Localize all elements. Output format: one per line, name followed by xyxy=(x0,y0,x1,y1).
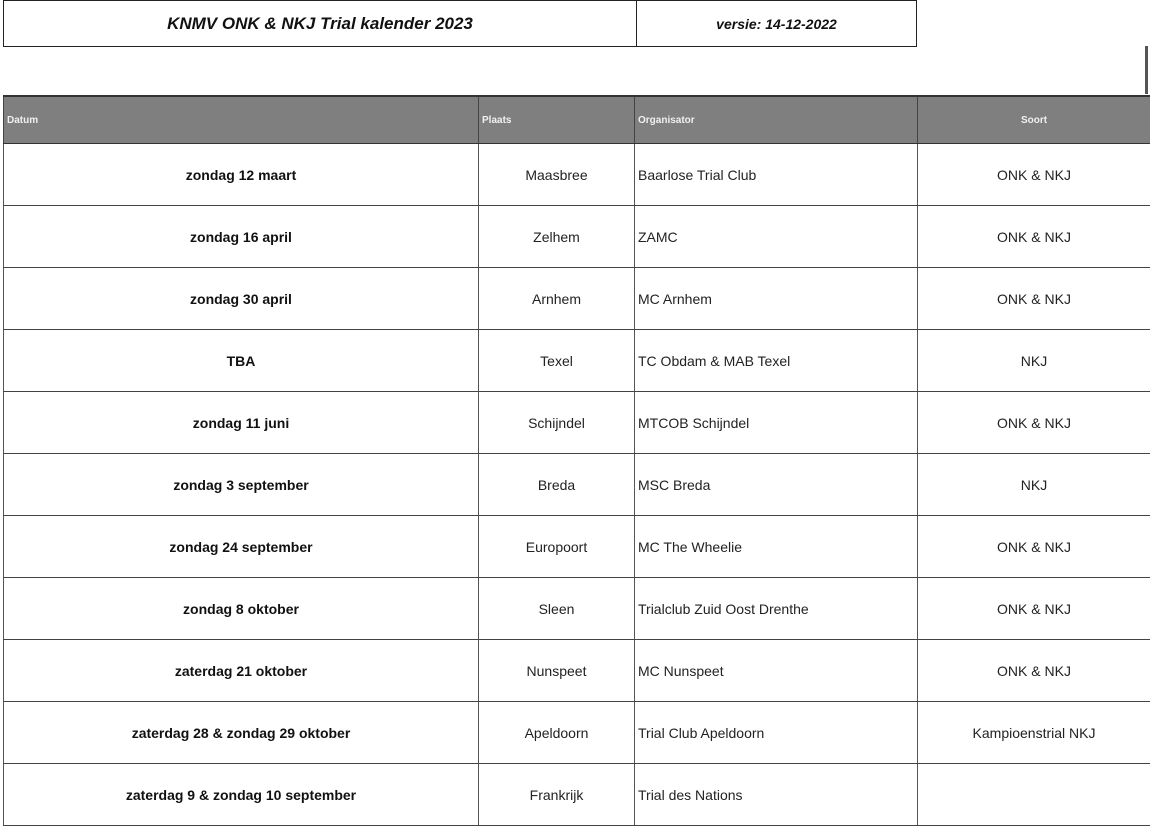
place-cell[interactable]: Schijndel xyxy=(479,392,635,454)
place-cell[interactable]: Nunspeet xyxy=(479,640,635,702)
date-cell[interactable]: zaterdag 21 oktober xyxy=(4,640,479,702)
type-cell[interactable]: ONK & NKJ xyxy=(918,578,1150,640)
date-cell[interactable]: zaterdag 9 & zondag 10 september xyxy=(4,764,479,826)
table-row xyxy=(4,144,1150,206)
table-row xyxy=(4,206,1150,268)
place-cell[interactable]: Arnhem xyxy=(479,268,635,330)
table-row xyxy=(4,702,1150,764)
table-row xyxy=(4,516,1150,578)
header-row xyxy=(4,96,1150,144)
type-cell[interactable]: ONK & NKJ xyxy=(918,392,1150,454)
organizer-cell[interactable]: ZAMC xyxy=(635,206,918,268)
organizer-cell[interactable]: Trial Club Apeldoorn xyxy=(635,702,918,764)
date-cell[interactable]: zondag 12 maart xyxy=(4,144,479,206)
date-cell[interactable]: TBA xyxy=(4,330,479,392)
type-cell[interactable]: ONK & NKJ xyxy=(918,144,1150,206)
date-cell[interactable]: zondag 11 juni xyxy=(4,392,479,454)
calendar-table xyxy=(3,95,1150,826)
type-cell[interactable]: ONK & NKJ xyxy=(918,206,1150,268)
date-cell[interactable]: zondag 3 september xyxy=(4,454,479,516)
date-cell[interactable]: zaterdag 28 & zondag 29 oktober xyxy=(4,702,479,764)
place-cell[interactable]: Breda xyxy=(479,454,635,516)
date-cell[interactable]: zondag 16 april xyxy=(4,206,479,268)
table-row xyxy=(4,640,1150,702)
table-row xyxy=(4,454,1150,516)
page-title: KNMV ONK & NKJ Trial kalender 2023 xyxy=(4,1,637,46)
organizer-cell[interactable]: MSC Breda xyxy=(635,454,918,516)
date-cell[interactable]: zondag 30 april xyxy=(4,268,479,330)
place-cell[interactable]: Apeldoorn xyxy=(479,702,635,764)
title-box xyxy=(3,0,917,47)
place-cell[interactable]: Sleen xyxy=(479,578,635,640)
place-cell[interactable]: Maasbree xyxy=(479,144,635,206)
table-row xyxy=(4,392,1150,454)
version-label: versie: 14-12-2022 xyxy=(637,1,916,46)
type-cell[interactable]: Kampioenstrial NKJ xyxy=(918,702,1150,764)
table-row xyxy=(4,578,1150,640)
organizer-cell[interactable]: Trial des Nations xyxy=(635,764,918,826)
place-cell[interactable]: Texel xyxy=(479,330,635,392)
organizer-cell[interactable]: MTCOB Schijndel xyxy=(635,392,918,454)
sheet-edge-marker xyxy=(1145,46,1148,94)
place-cell[interactable]: Zelhem xyxy=(479,206,635,268)
type-cell[interactable]: NKJ xyxy=(918,454,1150,516)
date-cell[interactable]: zondag 8 oktober xyxy=(4,578,479,640)
column-header-datum[interactable]: Datum xyxy=(4,96,479,144)
table-row xyxy=(4,268,1150,330)
column-header-soort[interactable]: Soort xyxy=(918,96,1150,144)
type-cell[interactable]: ONK & NKJ xyxy=(918,640,1150,702)
organizer-cell[interactable]: MC The Wheelie xyxy=(635,516,918,578)
organizer-cell[interactable]: Baarlose Trial Club xyxy=(635,144,918,206)
organizer-cell[interactable]: MC Arnhem xyxy=(635,268,918,330)
column-header-organisator[interactable]: Organisator xyxy=(635,96,918,144)
type-cell[interactable] xyxy=(918,764,1150,826)
date-cell[interactable]: zondag 24 september xyxy=(4,516,479,578)
table-row xyxy=(4,764,1150,826)
place-cell[interactable]: Frankrijk xyxy=(479,764,635,826)
table-row xyxy=(4,330,1150,392)
type-cell[interactable]: ONK & NKJ xyxy=(918,516,1150,578)
organizer-cell[interactable]: Trialclub Zuid Oost Drenthe xyxy=(635,578,918,640)
type-cell[interactable]: NKJ xyxy=(918,330,1150,392)
table-body xyxy=(4,144,1150,826)
organizer-cell[interactable]: MC Nunspeet xyxy=(635,640,918,702)
column-header-plaats[interactable]: Plaats xyxy=(479,96,635,144)
type-cell[interactable]: ONK & NKJ xyxy=(918,268,1150,330)
place-cell[interactable]: Europoort xyxy=(479,516,635,578)
organizer-cell[interactable]: TC Obdam & MAB Texel xyxy=(635,330,918,392)
